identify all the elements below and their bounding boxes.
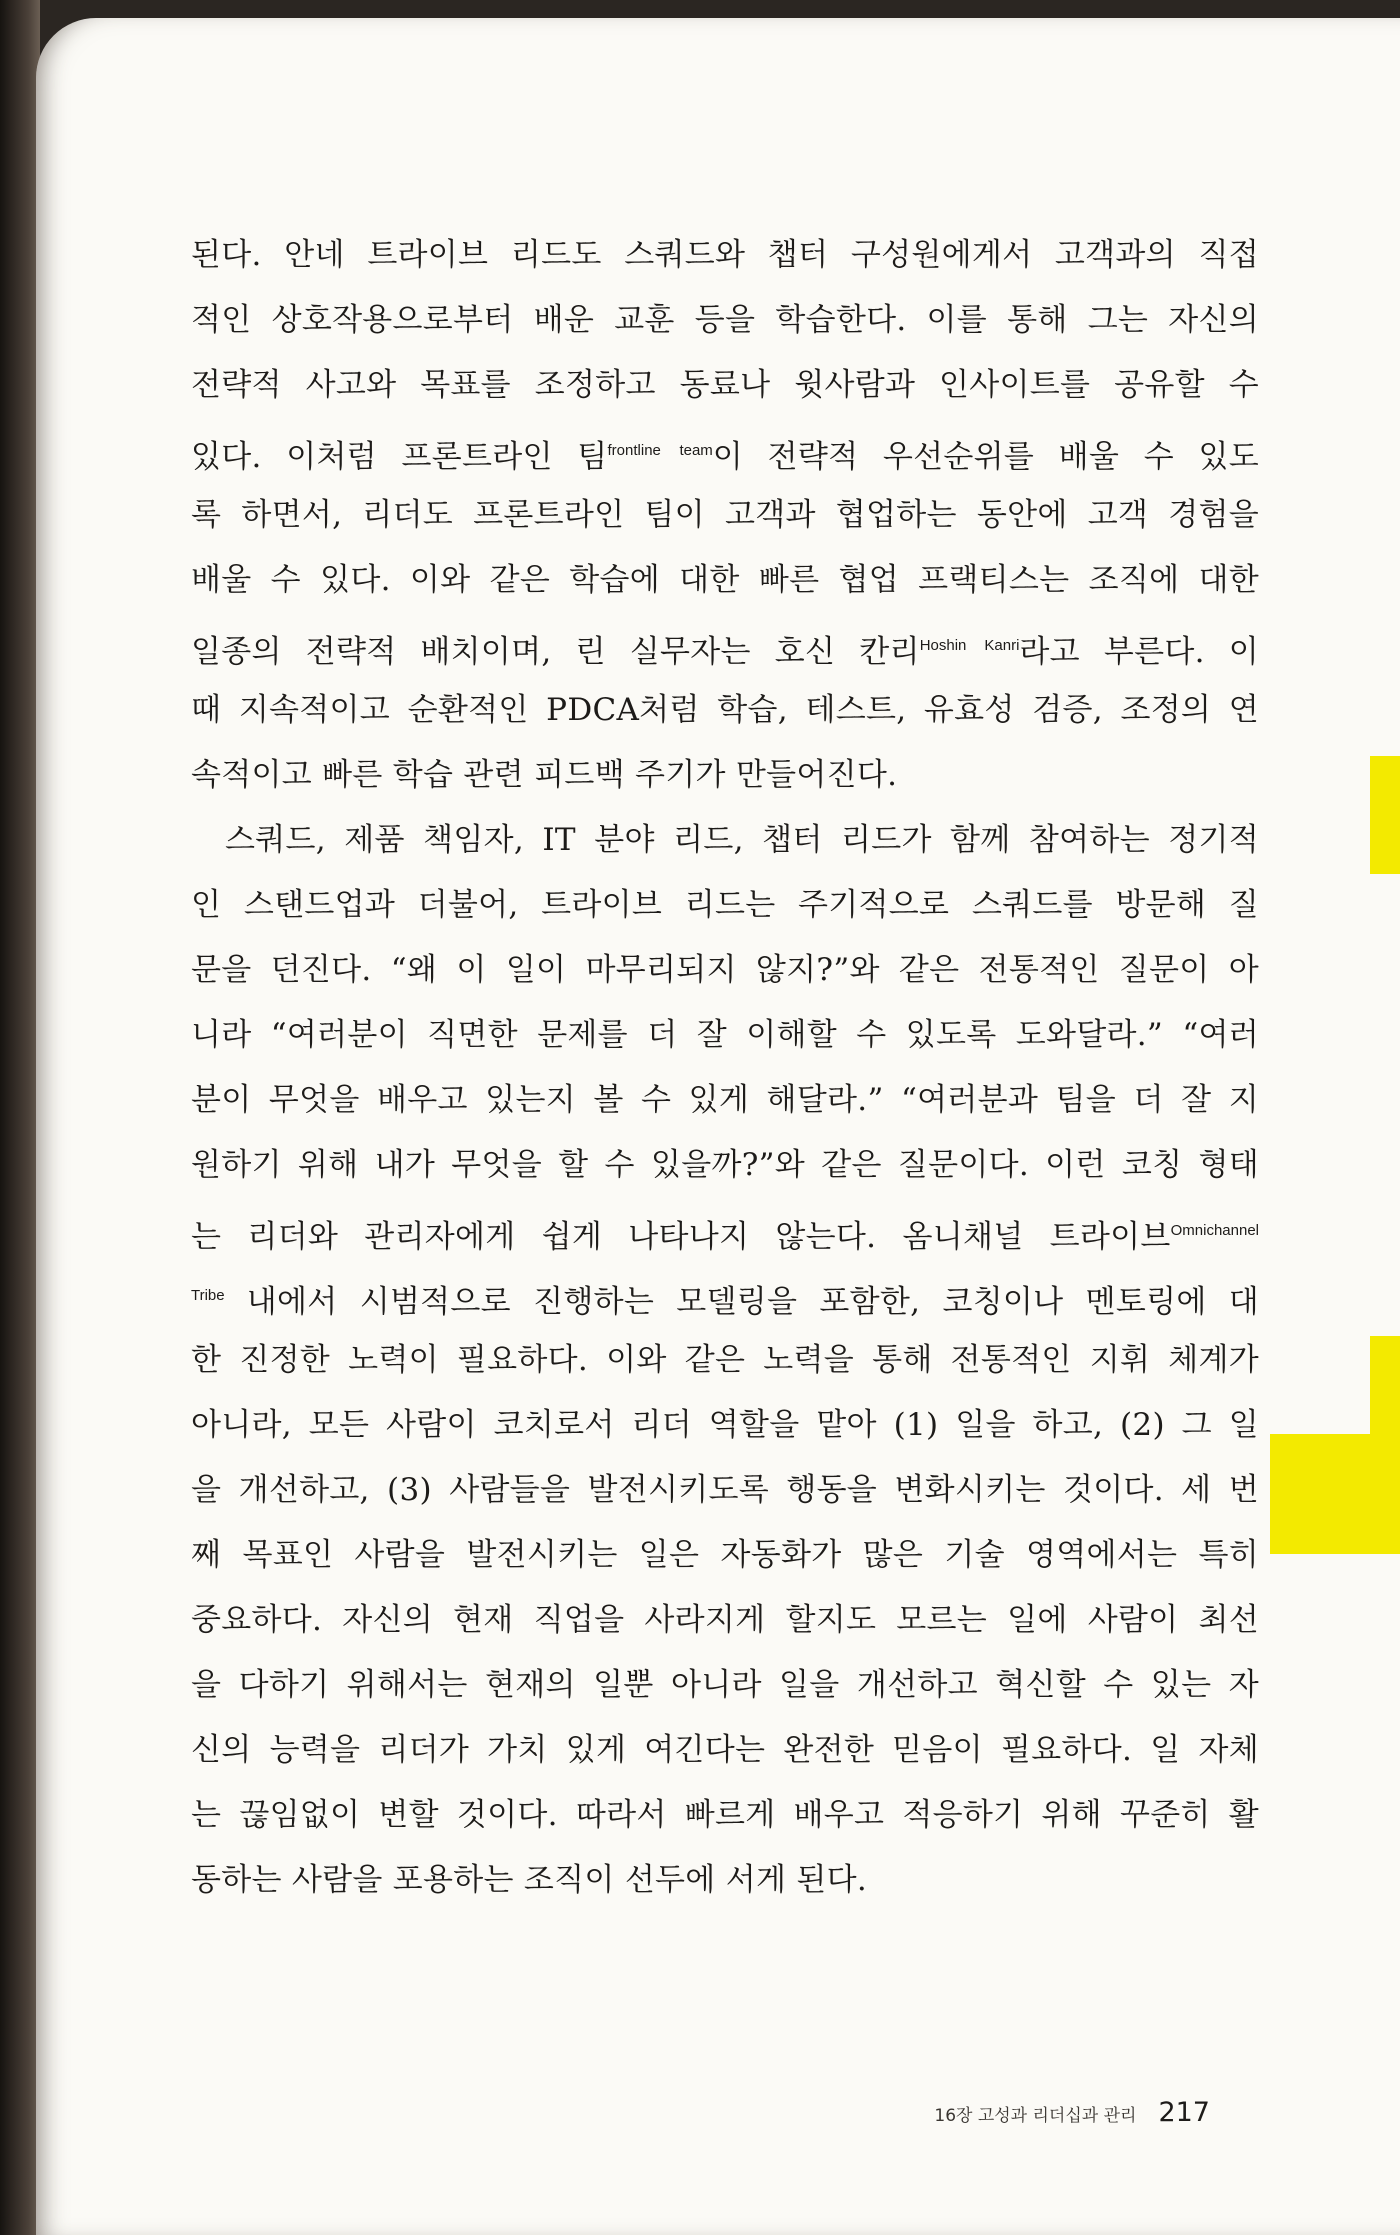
text-line — [191, 1263, 1259, 1328]
text-run: 내에서 시범적으로 진행하는 모델링을 포함한, 코칭이나 멘토링에 대 — [224, 1284, 1259, 1320]
text-line: 인 스탠드업과 더불어, 트라이브 리드는 주기적으로 스쿼드를 방문해 질 — [191, 887, 1259, 923]
text-run: 일종의 전략적 배치이며, 린 실무자는 호신 칸리 — [191, 634, 920, 670]
text-line — [191, 418, 1259, 483]
text-line: 중요하다. 자신의 현재 직업을 사라지게 할지도 모르는 일에 사람이 최선 — [191, 1602, 1259, 1638]
page-number: 217 — [1158, 2097, 1210, 2128]
text-line: 한 진정한 노력이 필요하다. 이와 같은 노력을 통해 전통적인 지휘 체계가 — [191, 1342, 1259, 1378]
text-line: 적인 상호작용으로부터 배운 교훈 등을 학습한다. 이를 통해 그는 자신의 — [191, 302, 1259, 338]
text-line: 째 목표인 사람을 발전시키는 일은 자동화가 많은 기술 영역에서는 특히 — [191, 1537, 1259, 1573]
text-line: 때 지속적이고 순환적인 PDCA처럼 학습, 테스트, 유효성 검증, 조정의 연 — [191, 692, 1259, 728]
page-footer — [934, 2093, 1210, 2133]
text-line — [191, 1198, 1259, 1263]
text-run: 는 리더와 관리자에게 쉽게 나타나지 않는다. 옴니채널 트라이브 — [191, 1219, 1171, 1255]
book-page — [36, 18, 1400, 2235]
english-gloss: Hoshin Kanri — [919, 637, 1020, 654]
body-text — [191, 223, 1259, 1913]
text-line: 배울 수 있다. 이와 같은 학습에 대한 빠른 협업 프랙티스는 조직에 대한 — [191, 562, 1259, 598]
page-tab-marker — [1270, 1434, 1400, 1554]
book-spine — [0, 0, 40, 2235]
text-line: 을 개선하고, (3) 사람들을 발전시키도록 행동을 변화시키는 것이다. 세 번 — [191, 1472, 1259, 1508]
text-line: 는 끊임없이 변할 것이다. 따라서 빠르게 배우고 적응하기 위해 꾸준히 활 — [191, 1797, 1259, 1833]
text-line: 스쿼드, 제품 책임자, IT 분야 리드, 챕터 리드가 함께 참여하는 정기적 — [225, 822, 1259, 858]
running-footer-chapter: 16장 고성과 리더십과 관리 — [934, 2106, 1137, 2126]
text-line: 동하는 사람을 포용하는 조직이 선두에 서게 된다. — [191, 1862, 867, 1898]
text-line — [191, 613, 1259, 678]
text-line: 전략적 사고와 목표를 조정하고 동료나 윗사람과 인사이트를 공유할 수 — [191, 367, 1259, 403]
text-line: 록 하면서, 리더도 프론트라인 팀이 고객과 협업하는 동안에 고객 경험을 — [191, 497, 1259, 533]
text-line: 아니라, 모든 사람이 코치로서 리더 역할을 맡아 (1) 일을 하고, (2) 그 일 — [191, 1407, 1259, 1443]
english-gloss: Tribe — [191, 1287, 225, 1304]
text-line: 문을 던진다. “왜 이 일이 마무리되지 않지?”와 같은 전통적인 질문이 아 — [191, 952, 1259, 988]
text-line: 신의 능력을 리더가 가치 있게 여긴다는 완전한 믿음이 필요하다. 일 자체 — [191, 1732, 1259, 1768]
text-run: 라고 부른다. 이 — [1019, 634, 1259, 670]
text-line: 원하기 위해 내가 무엇을 할 수 있을까?”와 같은 질문이다. 이런 코칭 형태 — [191, 1147, 1259, 1183]
text-line: 속적이고 빠른 학습 관련 피드백 주기가 만들어진다. — [191, 757, 898, 793]
text-line: 분이 무엇을 배우고 있는지 볼 수 있게 해달라.” “여러분과 팀을 더 잘 지 — [191, 1082, 1259, 1118]
text-run: 있다. 이처럼 프론트라인 팀 — [191, 439, 608, 475]
text-line: 니라 “여러분이 직면한 문제를 더 잘 이해할 수 있도록 도와달라.” “여러 — [191, 1017, 1259, 1053]
page-tab-marker — [1370, 756, 1400, 874]
text-line: 을 다하기 위해서는 현재의 일뿐 아니라 일을 개선하고 혁신할 수 있는 자 — [191, 1667, 1259, 1703]
text-run: 이 전략적 우선순위를 배울 수 있도 — [712, 439, 1259, 475]
english-gloss: Omnichannel — [1170, 1222, 1259, 1239]
english-gloss: frontline team — [607, 442, 713, 459]
text-line: 된다. 안네 트라이브 리드도 스쿼드와 챕터 구성원에게서 고객과의 직접 — [191, 237, 1259, 273]
